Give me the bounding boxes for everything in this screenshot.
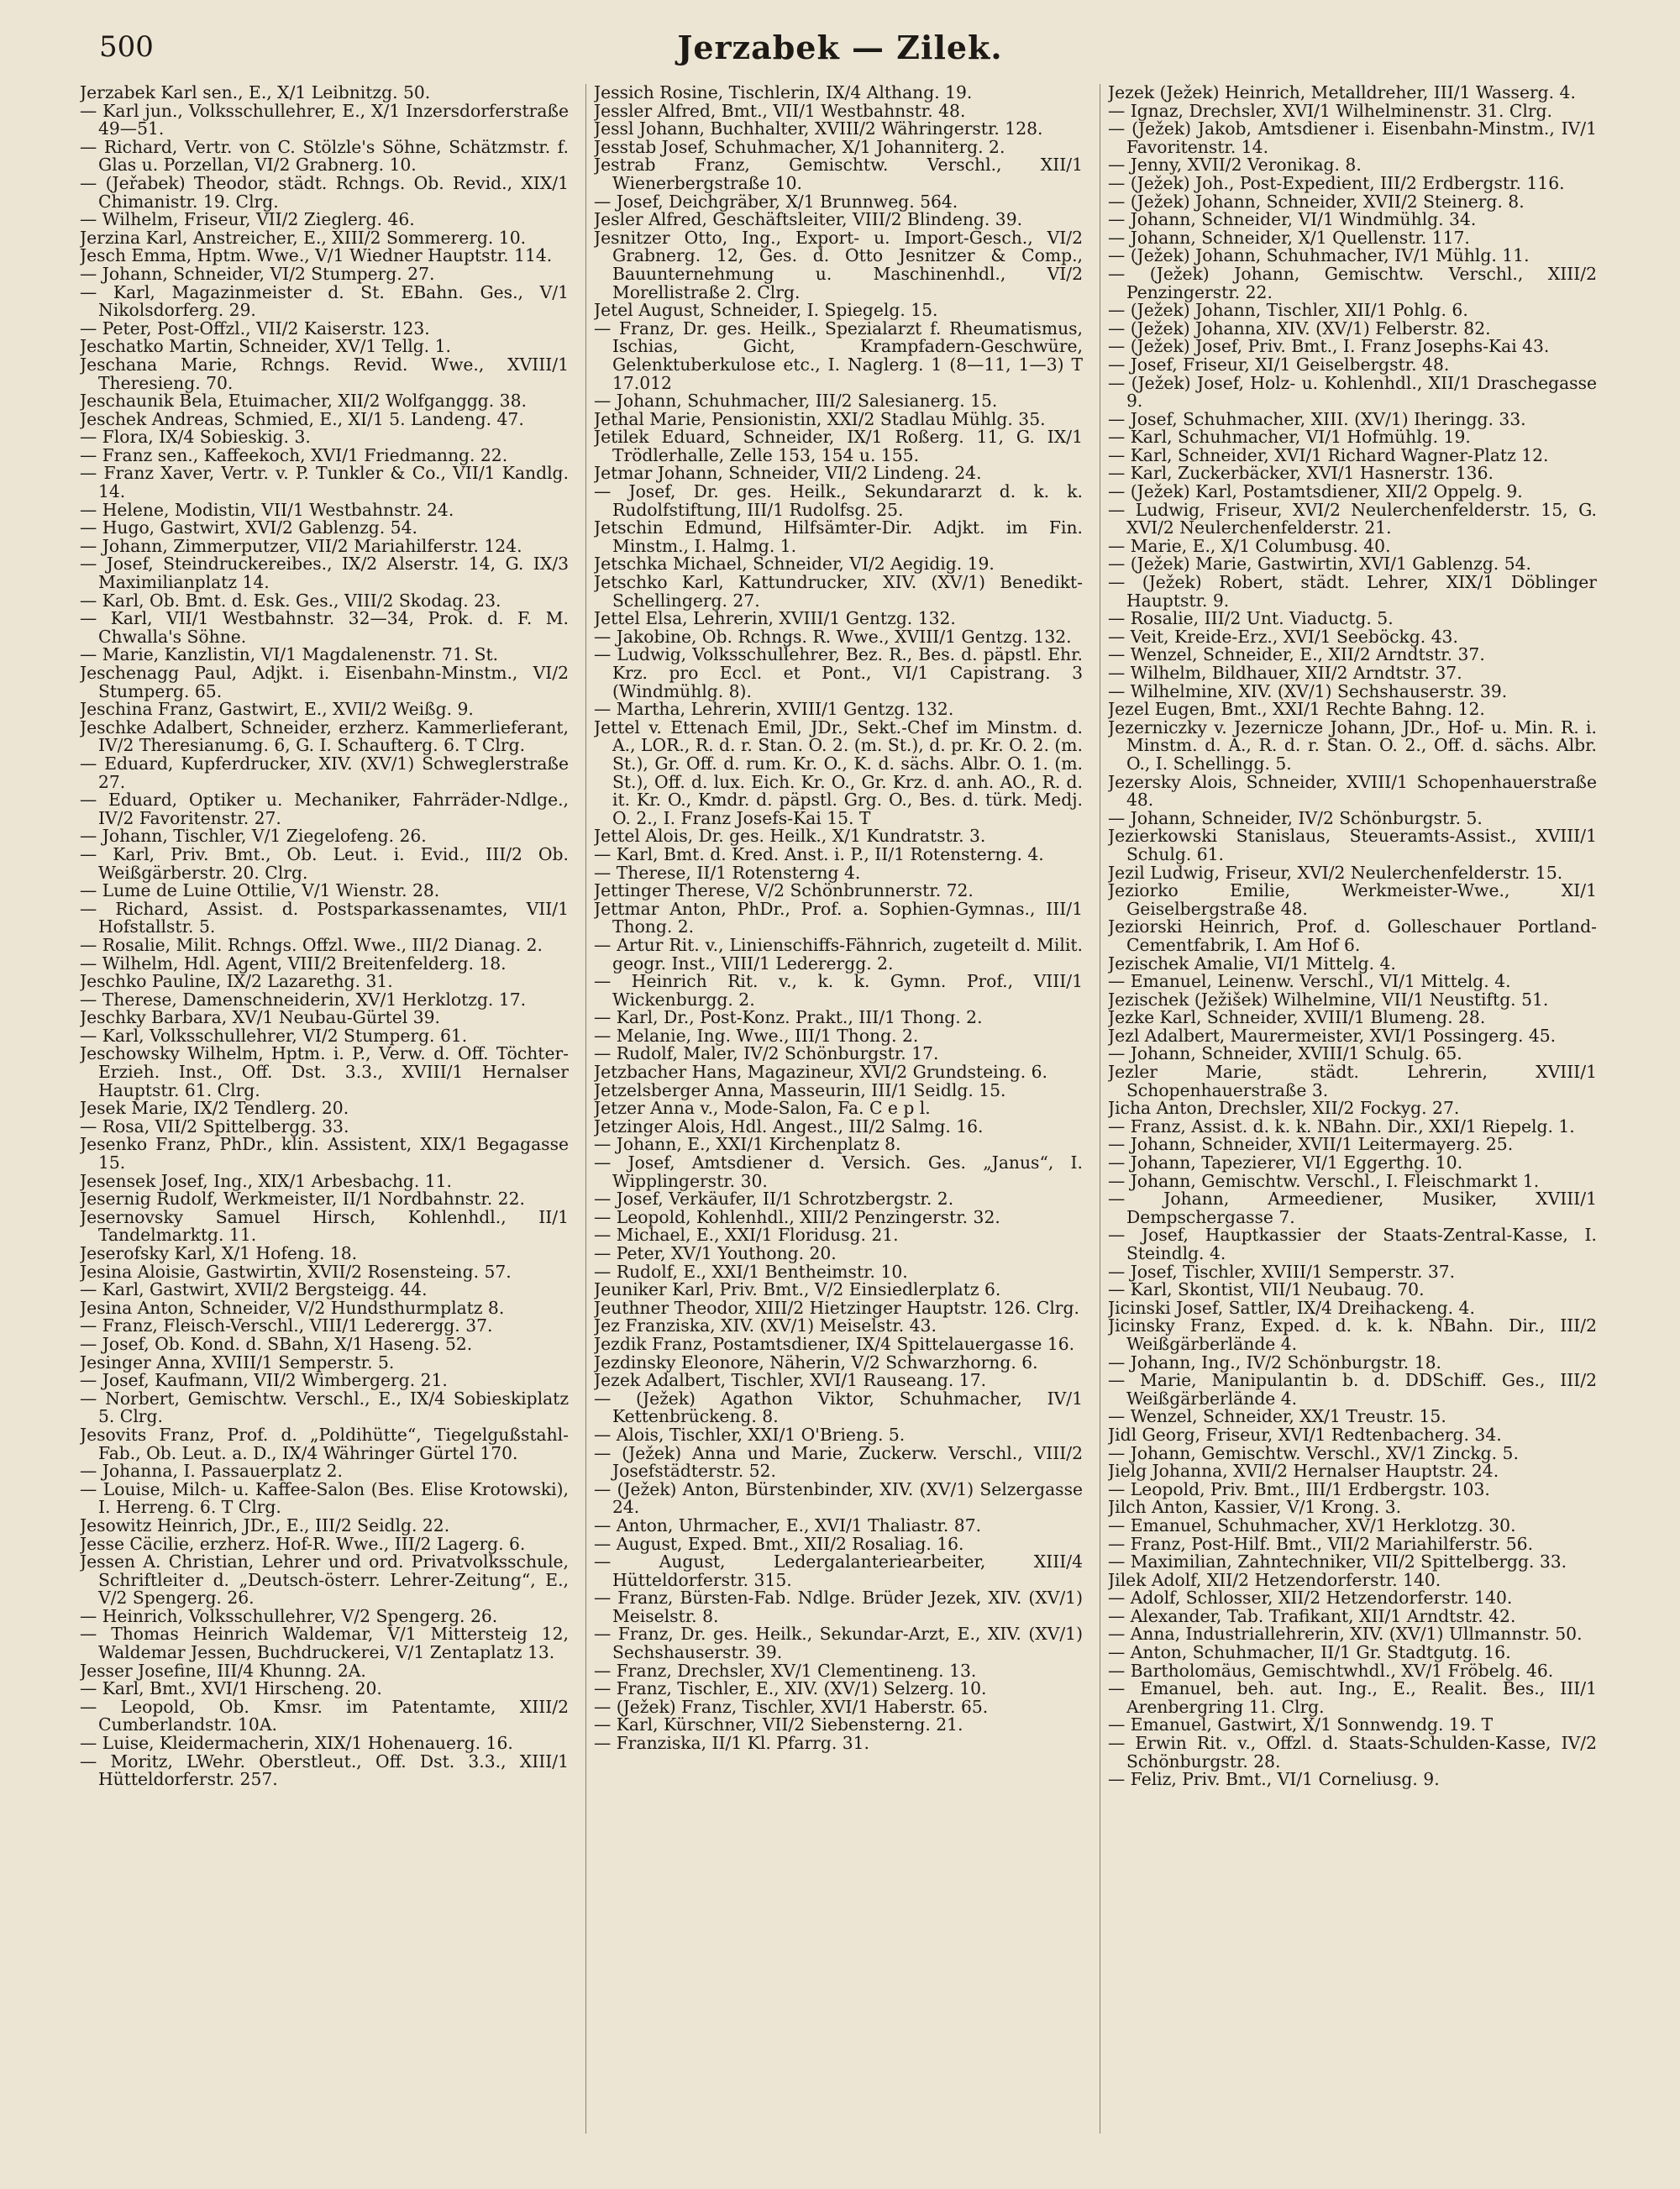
directory-entry: — (Ježek) Josef, Priv. Bmt., I. Franz Josephs-Kai 43.	[1108, 336, 1550, 357]
directory-entry: — (Ježek) Jakob, Amtsdiener i. Eisenbahn-Minstm., IV/1 Favoritenstr. 14.	[1108, 118, 1597, 157]
directory-entry: — Karl, Bmt., XVI/1 Hirscheng. 20.	[80, 1678, 382, 1699]
directory-entry: — Richard, Vertr. von C. Stölzle's Söhne, Schätzmstr. f. Glas u. Porzellan, VI/2 Grabnerg. 10.	[80, 136, 569, 176]
directory-entry: Jessen A. Christian, Lehrer und ord. Privatvolksschule, Schriftleiter d. „Deutsch-österr. Lehrer-Zeitung“, E., V/2 Spengerg. 26.	[80, 1551, 569, 1609]
directory-entry: Jesina Aloisie, Gastwirtin, XVII/2 Rosensteing. 57.	[80, 1261, 512, 1282]
directory-entry: — Karl, Magazinmeister d. St. EBahn. Ges., V/1 Nikolsdorferg. 29.	[80, 281, 569, 321]
directory-entry: Jeuthner Theodor, XIII/2 Hietzinger Hauptstr. 126. Clrg.	[594, 1297, 1079, 1318]
directory-entry: Jezierkowski Stanislaus, Steueramts-Assist., XVIII/1 Schulg. 61.	[1108, 826, 1597, 864]
directory-entry: Jeschek Andreas, Schmied, E., XI/1 5. Landeng. 47.	[80, 408, 524, 429]
directory-entry: Jezel Eugen, Bmt., XXI/1 Rechte Bahng. 12.	[1108, 699, 1485, 720]
directory-entry: — Josef, Tischler, XVIII/1 Semperstr. 37.	[1108, 1261, 1456, 1282]
directory-entry: Jesensek Josef, Ing., XIX/1 Arbesbachg. 11.	[80, 1170, 453, 1191]
directory-entry: Jetzinger Alois, Hdl. Angest., III/2 Salmg. 16.	[594, 1115, 984, 1136]
directory-entry: Jeschowsky Wilhelm, Hptm. i. P., Verw. d. Off. Töchter-Erzieh. Inst., Off. Dst. 3.3., XVIII/1 Hernalser Hauptstr. 61. Clrg.	[80, 1043, 569, 1100]
directory-entry: — Jakobine, Ob. Rchngs. R. Wwe., XVIII/1 Gentzg. 132.	[594, 626, 1072, 647]
directory-entry: — Josef, Schuhmacher, XIII. (XV/1) Iheringg. 33.	[1108, 408, 1526, 429]
directory-entry: — Johann, Schneider, XVII/1 Leitermayerg. 25.	[1108, 1134, 1514, 1155]
directory-entry: — Wenzel, Schneider, E., XII/2 Arndtstr. 37.	[1108, 644, 1485, 665]
directory-entry: — Wilhelm, Bildhauer, XII/2 Arndtstr. 37.	[1108, 663, 1462, 683]
directory-entry: — Johann, Armeediener, Musiker, XVIII/1 Dempschergasse 7.	[1108, 1189, 1597, 1227]
directory-entry: — Franz, Dr. ges. Heilk., Sekundar-Arzt, E., XIV. (XV/1) Sechshauserstr. 39.	[594, 1624, 1083, 1663]
directory-entry: — Karl, Gastwirt, XVII/2 Bergsteigg. 44.	[80, 1279, 428, 1300]
directory-entry: — Alexander, Tab. Trafikant, XII/1 Arndtstr. 42.	[1108, 1605, 1516, 1626]
directory-entry: — Rosalie, Milit. Rchngs. Offzl. Wwe., III/2 Dianag. 2.	[80, 934, 543, 955]
directory-entry: — Adolf, Schlosser, XII/2 Hetzendorferstr. 140.	[1108, 1588, 1513, 1609]
directory-entry: — (Ježek) Johann, Schneider, XVII/2 Steinerg. 8.	[1108, 191, 1525, 212]
directory-entry: — Helene, Modistin, VII/1 Westbahnstr. 24.	[80, 499, 454, 520]
directory-entry: — Karl, Schneider, XVI/1 Richard Wagner-Platz 12.	[1108, 444, 1549, 465]
directory-entry: Jettel v. Ettenach Emil, JDr., Sekt.-Chef im Minstm. d. A., LOR., R. d. r. Stan. O. 2. (m. St.), d. pr. Kr. O. 2. (m. St.), Gr. Off. d. rum. Kr. O., K. d. sächs. Albr. O. 1. (m. St.), Off. d. lux. Eich. Kr. O., Gr. Krz. d. anh. AO., R. d. it. Kr. O., Kmdr. d. päpstl. Grg. O., Bes. d. türk. Medj. O. 2., I. Franz Josefs-Kai 15. T	[594, 717, 1083, 828]
directory-entry: Jezischek (Ježišek) Wilhelmine, VII/1 Neustiftg. 51.	[1108, 989, 1549, 1010]
directory-entry: — Ludwig, Volksschullehrer, Bez. R., Bes. d. päpstl. Ehr. Krz. pro Eccl. et Pont., VI/1 Capistrang. 3 (Windmühlg. 8).	[594, 644, 1083, 701]
directory-entry: — Franz, Fleisch-Verschl., VIII/1 Lederergg. 37.	[80, 1315, 493, 1336]
directory-entry: — Johann, Gemischtw. Verschl., I. Fleischmarkt 1.	[1108, 1170, 1540, 1191]
directory-entry: — Johann, Schneider, X/1 Quellenstr. 117.	[1108, 227, 1470, 248]
directory-entry: — Johanna, I. Passauerplatz 2.	[80, 1461, 343, 1482]
directory-entry: — Richard, Assist. d. Postsparkassenamtes, VII/1 Hofstallstr. 5.	[80, 898, 569, 937]
directory-entry: Jeschaunik Bela, Etuimacher, XII/2 Wolfganggg. 38.	[80, 391, 527, 412]
directory-entry: — Rosa, VII/2 Spittelbergg. 33.	[80, 1115, 349, 1136]
directory-entry: Jesse Cäcilie, erzherz. Hof-R. Wwe., III/2 Lagerg. 6.	[80, 1533, 526, 1554]
directory-entry: Jesinger Anna, XVIII/1 Semperstr. 5.	[80, 1352, 395, 1373]
directory-entry: Jesovits Franz, Prof. d. „Poldihütte“, Tiegelgußstahl-Fab., Ob. Leut. a. D., IX/4 Währinger Gürtel 170.	[80, 1424, 569, 1463]
directory-entry: Jesernovsky Samuel Hirsch, Kohlenhdl., II/1 Tandelmarktg. 11.	[80, 1206, 569, 1246]
directory-entry: — Eduard, Optiker u. Mechaniker, Fahrräder-Ndlge., IV/2 Favoritenstr. 27.	[80, 790, 569, 828]
directory-entry: Jettmar Anton, PhDr., Prof. a. Sophien-Gymnas., III/1 Thong. 2.	[594, 898, 1083, 937]
directory-entry: — Peter, XV/1 Youthong. 20.	[594, 1243, 837, 1263]
directory-entry: Jezke Karl, Schneider, XVIII/1 Blumeng. 28.	[1108, 1007, 1486, 1028]
directory-entry: — Luise, Kleidermacherin, XIX/1 Hohenauerg. 16.	[80, 1733, 513, 1754]
directory-entry: — Karl, Volksschullehrer, VI/2 Stumperg. 61.	[80, 1025, 468, 1046]
directory-entry: — (Ježek) Josef, Holz- u. Kohlenhdl., XII/1 Draschegasse 9.	[1108, 372, 1597, 412]
directory-entry: — Karl, Dr., Post-Konz. Prakt., III/1 Thong. 2.	[594, 1007, 983, 1028]
directory-entry: Jetzer Anna v., Mode-Salon, Fa. C e p l.	[594, 1098, 931, 1119]
directory-entry: Jerzina Karl, Anstreicher, E., XIII/2 Sommererg. 10.	[80, 227, 527, 248]
directory-entry: Jilch Anton, Kassier, V/1 Krong. 3.	[1108, 1497, 1402, 1518]
directory-entry: Jicinski Josef, Sattler, IX/4 Dreihackeng. 4.	[1108, 1297, 1475, 1318]
directory-entry: — Heinrich Rit. v., k. k. Gymn. Prof., VIII/1 Wickenburgg. 2.	[594, 971, 1083, 1010]
directory-entry: Jeschina Franz, Gastwirt, E., XVII/2 Weißg. 9.	[80, 699, 474, 720]
directory-entry: Jessich Rosine, Tischlerin, IX/4 Althang. 19.	[594, 84, 973, 102]
directory-entry: Jilek Adolf, XII/2 Hetzendorferstr. 140.	[1108, 1569, 1441, 1590]
directory-entry: Jeschatko Martin, Schneider, XV/1 Tellg. 1.	[80, 336, 451, 357]
directory-entry: Jesch Emma, Hptm. Wwe., V/1 Wiedner Hauptstr. 114.	[80, 245, 553, 266]
directory-entry: — Karl, Schuhmacher, VI/1 Hofmühlg. 19.	[1108, 427, 1471, 448]
directory-entry: Jesenko Franz, PhDr., klin. Assistent, XIX/1 Begagasse 15.	[80, 1134, 569, 1173]
directory-entry: — Leopold, Ob. Kmsr. im Patentamte, XIII/2 Cumberlandstr. 10A.	[80, 1696, 569, 1735]
directory-entry: — Artur Rit. v., Linienschiffs-Fähnrich, zugeteilt d. Milit. geogr. Inst., VIII/1 Lederergg. 2.	[594, 934, 1083, 974]
directory-entry: Jesek Marie, IX/2 Tendlerg. 20.	[80, 1098, 349, 1119]
directory-entry: Jezdik Franz, Postamtsdiener, IX/4 Spittelauergasse 16.	[594, 1333, 1075, 1354]
directory-entry: — Rosalie, III/2 Unt. Viaductg. 5.	[1108, 608, 1394, 629]
directory-entry: Jetzbacher Hans, Magazineur, XVI/2 Grundsteing. 6.	[594, 1062, 1047, 1083]
directory-entry: Jeschana Marie, Rchngs. Revid. Wwe., XVIII/1 Theresieng. 70.	[80, 354, 569, 393]
directory-entry: — Flora, IX/4 Sobieskig. 3.	[80, 427, 311, 448]
directory-entry: — Josef, Verkäufer, II/1 Schrotzbergstr. 2.	[594, 1189, 954, 1210]
directory-column-1	[80, 84, 569, 2142]
directory-entry: — (Ježek) Johanna, XIV. (XV/1) Felberstr. 82.	[1108, 318, 1491, 339]
directory-entry: — Johann, Zimmerputzer, VII/2 Mariahilferstr. 124.	[80, 535, 522, 556]
directory-entry: — Marie, E., X/1 Columbusg. 40.	[1108, 535, 1391, 556]
directory-entry: Jezersky Alois, Schneider, XVIII/1 Schopenhauerstraße 48.	[1108, 771, 1597, 811]
directory-entry: — Johann, Schneider, VI/2 Stumperg. 27.	[80, 263, 435, 284]
directory-entry: Jezler Marie, städt. Lehrerin, XVIII/1 Schopenhauerstraße 3.	[1108, 1062, 1597, 1100]
directory-entry: Jesser Josefine, III/4 Khunng. 2A.	[80, 1660, 366, 1681]
directory-entry: — Eduard, Kupferdrucker, XIV. (XV/1) Schweglerstraße 27.	[80, 753, 569, 792]
directory-entry: — Josef, Steindruckereibes., IX/2 Alserstr. 14, G. IX/3 Maximilianplatz 14.	[80, 554, 569, 593]
directory-entry: — (Ježek) Marie, Gastwirtin, XVI/1 Gablenzg. 54.	[1108, 554, 1531, 575]
directory-entry: Jeschky Barbara, XV/1 Neubau-Gürtel 39.	[80, 1007, 440, 1028]
directory-entry: — Marie, Manipulantin b. d. DDSchiff. Ges., III/2 Weißgärberlände 4.	[1108, 1370, 1597, 1409]
directory-entry: Jetilek Eduard, Schneider, IX/1 Roßerg. 11, G. IX/1 Trödlerhalle, Zelle 153, 154 u. 155.	[594, 427, 1083, 465]
directory-entry: — Michael, E., XXI/1 Floridusg. 21.	[594, 1225, 899, 1246]
directory-entry: Jezl Adalbert, Maurermeister, XVI/1 Possingerg. 45.	[1108, 1025, 1557, 1046]
directory-entry: — (Ježek) Johann, Tischler, XII/1 Pohlg. 6.	[1108, 300, 1468, 321]
directory-entry: — Franz sen., Kaffeekoch, XVI/1 Friedmanng. 22.	[80, 444, 508, 465]
directory-entry: — Therese, Damenschneiderin, XV/1 Herklotzg. 17.	[80, 989, 527, 1010]
directory-entry: — Anton, Schuhmacher, II/1 Gr. Stadtgutg. 16.	[1108, 1642, 1511, 1663]
directory-entry: — Josef, Amtsdiener d. Versich. Ges. „Janus“, I. Wipplingerstr. 30.	[594, 1152, 1083, 1191]
directory-entry: Jezerniczky v. Jezernicze Johann, JDr., Hof- u. Min. R. i. Minstm. d. A., R. d. r. Stan. O. 2., Off. d. sächs. Albr. O., I. Schellingg. 5.	[1108, 717, 1597, 774]
directory-entry: Jetschin Edmund, Hilfsämter-Dir. Adjkt. im Fin. Minstm., I. Halmg. 1.	[594, 517, 1083, 556]
directory-entry: — Karl, Skontist, VII/1 Neubaug. 70.	[1108, 1279, 1425, 1300]
directory-entry: — (Ježek) Agathon Viktor, Schuhmacher, IV/1 Kettenbrückeng. 8.	[594, 1388, 1083, 1427]
directory-entry: Jetschka Michael, Schneider, VI/2 Aegidig. 19.	[594, 554, 995, 575]
directory-entry: — Johann, Schneider, IV/2 Schönburgstr. 5.	[1108, 807, 1483, 828]
directory-entry: — Josef, Friseur, XI/1 Geiselbergstr. 48.	[1108, 354, 1450, 375]
directory-entry: — Marie, Kanzlistin, VI/1 Magdalenenstr. 71. St.	[80, 644, 499, 665]
directory-entry: — Leopold, Kohlenhdl., XIII/2 Penzingerstr. 32.	[594, 1206, 1000, 1227]
directory-entry: — Maximilian, Zahntechniker, VII/2 Spittelbergg. 33.	[1108, 1551, 1567, 1572]
directory-entry: Jestrab Franz, Gemischtw. Verschl., XII/1 Wienerbergstraße 10.	[594, 155, 1083, 193]
directory-entry: — Karl, Bmt. d. Kred. Anst. i. P., II/1 Rotensterng. 4.	[594, 843, 1044, 864]
directory-entry: Jethal Marie, Pensionistin, XXI/2 Stadlau Mühlg. 35.	[594, 408, 1046, 429]
directory-entry: Jetel August, Schneider, I. Spiegelg. 15.	[594, 300, 938, 321]
directory-entry: — (Ježek) Johann, Schuhmacher, IV/1 Mühlg. 11.	[1108, 245, 1530, 266]
directory-entry: — Emanuel, Gastwirt, X/1 Sonnwendg. 19. T	[1108, 1714, 1494, 1735]
directory-entry: Jesstab Josef, Schuhmacher, X/1 Johanniterg. 2.	[594, 136, 1005, 157]
directory-entry: — Rudolf, E., XXI/1 Bentheimstr. 10.	[594, 1261, 908, 1282]
directory-entry: Jezischek Amalie, VI/1 Mittelg. 4.	[1108, 953, 1396, 974]
directory-entry: — Johann, Gemischtw. Verschl., XV/1 Zinckg. 5.	[1108, 1442, 1519, 1463]
directory-entry: — Franz, Post-Hilf. Bmt., VII/2 Mariahilferstr. 56.	[1108, 1533, 1534, 1554]
directory-entry: Jeuniker Karl, Priv. Bmt., V/2 Einsiedlerplatz 6.	[594, 1279, 1001, 1300]
directory-entry: — Bartholomäus, Gemischtwhdl., XV/1 Fröbelg. 46.	[1108, 1660, 1554, 1681]
directory-entry: — (Ježek) Joh., Post-Expedient, III/2 Erdbergstr. 116.	[1108, 172, 1565, 193]
directory-entry: — Johann, Schneider, XVIII/1 Schulg. 65.	[1108, 1043, 1462, 1064]
directory-entry: Jessler Alfred, Bmt., VII/1 Westbahnstr. 48.	[594, 100, 966, 121]
directory-entry: Jezdinsky Eleonore, Näherin, V/2 Schwarzhorng. 6.	[594, 1352, 1038, 1373]
directory-columns	[80, 84, 1617, 2142]
directory-entry: — Wilhelmine, XIV. (XV/1) Sechshauserstr. 39.	[1108, 680, 1508, 701]
directory-entry: — Karl, Kürschner, VII/2 Siebensterng. 21.	[594, 1714, 963, 1735]
directory-entry: Jeziorko Emilie, Werkmeister-Wwe., XI/1 Geiselbergstraße 48.	[1108, 880, 1597, 919]
directory-entry: — Norbert, Gemischtw. Verschl., E., IX/4 Sobieskiplatz 5. Clrg.	[80, 1388, 569, 1427]
directory-entry: — Franz, Drechsler, XV/1 Clementineng. 13.	[594, 1660, 977, 1681]
directory-entry: Jetmar Johann, Schneider, VII/2 Lindeng. 24.	[594, 463, 982, 484]
directory-column-2	[594, 84, 1083, 2142]
directory-entry: — Karl, Zuckerbäcker, XVI/1 Hasnerstr. 136.	[1108, 463, 1494, 484]
directory-entry: — Moritz, LWehr. Oberstleut., Off. Dst. 3.3., XIII/1 Hütteldorferstr. 257.	[80, 1751, 569, 1790]
directory-entry: — Josef, Ob. Kond. d. SBahn, X/1 Haseng. 52.	[80, 1333, 473, 1354]
directory-entry: Jezil Ludwig, Friseur, XVI/2 Neulerchenfelderstr. 15.	[1108, 862, 1563, 883]
directory-entry: — Franz, Assist. d. k. k. NBahn. Dir., XXI/1 Riepelg. 1.	[1108, 1115, 1575, 1136]
directory-entry: — Anton, Uhrmacher, E., XVI/1 Thaliastr. 87.	[594, 1514, 982, 1535]
directory-entry: — Emanuel, Schuhmacher, XV/1 Herklotzg. 30.	[1108, 1514, 1516, 1535]
directory-entry: — Anna, Industriallehrerin, XIV. (XV/1) Ullmannstr. 50.	[1108, 1624, 1583, 1645]
directory-entry: — Josef, Deichgräber, X/1 Brunnweg. 564.	[594, 191, 958, 212]
directory-entry: — Johann, E., XXI/1 Kirchenplatz 8.	[594, 1134, 901, 1155]
directory-entry: — Johann, Tischler, V/1 Ziegelofeng. 26.	[80, 826, 427, 847]
directory-entry: Jicinsky Franz, Exped. d. k. k. NBahn. Dir., III/2 Weißgärberlände 4.	[1108, 1315, 1597, 1354]
directory-entry: — Karl, VII/1 Westbahnstr. 32—34, Prok. d. F. M. Chwalla's Söhne.	[80, 608, 569, 647]
directory-entry: Jez Franziska, XIV. (XV/1) Meiselstr. 43.	[594, 1315, 937, 1336]
directory-entry: — August, Ledergalanteriearbeiter, XIII/4 Hütteldorferstr. 315.	[594, 1551, 1083, 1590]
directory-entry: — Franz, Tischler, E., XIV. (XV/1) Selzerg. 10.	[594, 1678, 987, 1699]
directory-entry: Jezek (Ježek) Heinrich, Metalldreher, III/1 Wasserg. 4.	[1108, 84, 1576, 102]
directory-entry: — Johann, Schneider, VI/1 Windmühlg. 34.	[1108, 209, 1477, 230]
directory-column-3	[1108, 84, 1597, 2142]
directory-entry: Jesina Anton, Schneider, V/2 Hundsthurmplatz 8.	[80, 1297, 505, 1318]
directory-entry: — Ludwig, Friseur, XVI/2 Neulerchenfelderstr. 15, G. XVI/2 Neulerchenfelderstr. 21.	[1108, 499, 1597, 538]
directory-entry: Jeschenagg Paul, Adjkt. i. Eisenbahn-Minstm., VI/2 Stumperg. 65.	[80, 663, 569, 701]
directory-entry: — Wilhelm, Friseur, VII/2 Zieglerg. 46.	[80, 209, 415, 230]
directory-entry: — (Ježek) Anton, Bürstenbinder, XIV. (XV/1) Selzergasse 24.	[594, 1478, 1083, 1518]
directory-entry: — Therese, II/1 Rotensterng 4.	[594, 862, 861, 883]
directory-entry: — Ignaz, Drechsler, XVI/1 Wilhelminenstr. 31. Clrg.	[1108, 100, 1552, 121]
directory-entry: — Josef, Hauptkassier der Staats-Zentral-Kasse, I. Steindlg. 4.	[1108, 1225, 1597, 1263]
directory-entry: — Karl jun., Volksschullehrer, E., X/1 Inzersdorferstraße 49—51.	[80, 100, 569, 139]
directory-entry: Jezek Adalbert, Tischler, XVI/1 Rauseang. 17.	[594, 1370, 987, 1391]
directory-entry: Jesnitzer Otto, Ing., Export- u. Import-Gesch., VI/2 Grabnerg. 12, Ges. d. Otto Jesnitzer & Comp., Bauunternehmung u. Maschinenhdl., VI/2 Morellistraße 2. Clrg.	[594, 227, 1083, 302]
page-header	[0, 25, 1680, 76]
directory-entry: Jetschko Karl, Kattundrucker, XIV. (XV/1) Benedikt-Schellingerg. 27.	[594, 572, 1083, 611]
directory-entry: — Johann, Ing., IV/2 Schönburgstr. 18.	[1108, 1352, 1441, 1373]
directory-entry: — Erwin Rit. v., Offzl. d. Staats-Schulden-Kasse, IV/2 Schönburgstr. 28.	[1108, 1733, 1597, 1772]
directory-entry: — Feliz, Priv. Bmt., VI/1 Corneliusg. 9.	[1108, 1769, 1440, 1790]
directory-entry: — Johann, Tapezierer, VI/1 Eggerthg. 10.	[1108, 1152, 1463, 1173]
directory-entry: — Peter, Post-Offzl., VII/2 Kaiserstr. 123.	[80, 318, 430, 339]
directory-entry: — Karl, Ob. Bmt. d. Esk. Ges., VIII/2 Skodag. 23.	[80, 590, 501, 611]
directory-entry: — Franziska, II/1 Kl. Pfarrg. 31.	[594, 1733, 870, 1754]
directory-entry: — (Ježek) Anna und Marie, Zuckerw. Verschl., VIII/2 Josefstädterstr. 52.	[594, 1442, 1083, 1482]
directory-entry: Jesernig Rudolf, Werkmeister, II/1 Nordbahnstr. 22.	[80, 1189, 525, 1210]
directory-entry: Jeziorski Heinrich, Prof. d. Golleschauer Portland-Cementfabrik, I. Am Hof 6.	[1108, 916, 1597, 955]
directory-entry: — Leopold, Priv. Bmt., III/1 Erdbergstr. 103.	[1108, 1478, 1490, 1499]
directory-entry: Jetzelsberger Anna, Masseurin, III/1 Seidlg. 15.	[594, 1079, 1006, 1100]
directory-entry: Jeschko Pauline, IX/2 Lazarethg. 31.	[80, 971, 393, 992]
directory-entry: — Alois, Tischler, XXI/1 O'Brieng. 5.	[594, 1424, 906, 1445]
directory-entry: — August, Exped. Bmt., XII/2 Rosaliag. 16.	[594, 1533, 964, 1554]
directory-entry: — Wenzel, Schneider, XX/1 Treustr. 15.	[1108, 1406, 1446, 1427]
directory-entry: — Johann, Schuhmacher, III/2 Salesianerg. 15.	[594, 391, 998, 412]
directory-entry: — Karl, Priv. Bmt., Ob. Leut. i. Evid., III/2 Ob. Weißgärberstr. 20. Clrg.	[80, 843, 569, 883]
directory-entry: Jettel Elsa, Lehrerin, XVIII/1 Gentzg. 132.	[594, 608, 956, 629]
directory-entry: — Franz, Dr. ges. Heilk., Spezialarzt f. Rheumatismus, Ischias, Gicht, Krampfadern-Geschwüre, Gelenktuberkulose etc., I. Naglerg. 1 (8—11, 1—3) T 17.012	[594, 318, 1083, 393]
directory-entry: Jettinger Therese, V/2 Schönbrunnerstr. 72.	[594, 880, 974, 901]
directory-entry: — Franz Xaver, Vertr. v. P. Tunkler & Co., VII/1 Kandlg. 14.	[80, 463, 569, 502]
directory-entry: — Franz, Bürsten-Fab. Ndlge. Brüder Jezek, XIV. (XV/1) Meiselstr. 8.	[594, 1588, 1083, 1626]
directory-entry: Jielg Johanna, XVII/2 Hernalser Hauptstr. 24.	[1108, 1461, 1499, 1482]
directory-entry: Jicha Anton, Drechsler, XII/2 Fockyg. 27.	[1108, 1098, 1460, 1119]
directory-entry: Jerzabek Karl sen., E., X/1 Leibnitzg. 50.	[80, 84, 431, 102]
directory-entry: — Lume de Luine Ottilie, V/1 Wienstr. 28.	[80, 880, 440, 901]
directory-entry: — Veit, Kreide-Erz., XVI/1 Seeböckg. 43.	[1108, 626, 1458, 647]
directory-entry: — Emanuel, beh. aut. Ing., E., Realit. Bes., III/1 Arenbergring 11. Clrg.	[1108, 1678, 1597, 1717]
directory-entry: — Thomas Heinrich Waldemar, V/1 Mittersteig 12, Waldemar Jessen, Buchdruckerei, V/1 Zentaplatz 13.	[80, 1624, 569, 1663]
directory-entry: — (Jeřabek) Theodor, städt. Rchngs. Ob. Revid., XIX/1 Chimanistr. 19. Clrg.	[80, 172, 569, 212]
directory-entry: Jidl Georg, Friseur, XVI/1 Redtenbacherg. 34.	[1108, 1424, 1502, 1445]
page-number: 500	[99, 30, 154, 64]
directory-entry: Jettel Alois, Dr. ges. Heilk., X/1 Kundratstr. 3.	[594, 826, 986, 847]
directory-entry: — (Ježek) Robert, städt. Lehrer, XIX/1 Döblinger Hauptstr. 9.	[1108, 572, 1597, 611]
directory-entry: — Martha, Lehrerin, XVIII/1 Gentzg. 132.	[594, 699, 954, 720]
running-head: Jerzabek — Zilek.	[677, 29, 1003, 66]
directory-entry: — Wilhelm, Hdl. Agent, VIII/2 Breitenfelderg. 18.	[80, 953, 507, 974]
directory-entry: — Josef, Kaufmann, VII/2 Wimbergerg. 21.	[80, 1370, 448, 1391]
directory-entry: Jeschke Adalbert, Schneider, erzherz. Kammerlieferant, IV/2 Theresianumg. 6, G. I. Schaufterg. 6. T Clrg.	[80, 717, 569, 756]
directory-entry: — (Ježek) Franz, Tischler, XVI/1 Haberstr. 65.	[594, 1696, 989, 1717]
directory-entry: Jesler Alfred, Geschäftsleiter, VIII/2 Blindeng. 39.	[594, 209, 1023, 230]
directory-entry: — Jenny, XVII/2 Veronikag. 8.	[1108, 155, 1362, 176]
directory-entry: — (Ježek) Johann, Gemischtw. Verschl., XIII/2 Penzingerstr. 22.	[1108, 263, 1597, 302]
directory-entry: — Emanuel, Leinenw. Verschl., VI/1 Mittelg. 4.	[1108, 971, 1511, 992]
directory-entry: — Louise, Milch- u. Kaffee-Salon (Bes. Elise Krotowski), I. Herreng. 6. T Clrg.	[80, 1478, 569, 1518]
directory-entry: Jesowitz Heinrich, JDr., E., III/2 Seidlg. 22.	[80, 1514, 450, 1535]
directory-entry: — Heinrich, Volksschullehrer, V/2 Spengerg. 26.	[80, 1605, 498, 1626]
directory-entry: — Josef, Dr. ges. Heilk., Sekundararzt d. k. k. Rudolfstiftung, III/1 Rudolfsg. 25.	[594, 481, 1083, 520]
directory-entry: — Rudolf, Maler, IV/2 Schönburgstr. 17.	[594, 1043, 939, 1064]
directory-entry: — (Ježek) Karl, Postamtsdiener, XII/2 Oppelg. 9.	[1108, 481, 1523, 502]
directory-entry: Jessl Johann, Buchhalter, XVIII/2 Währingerstr. 128.	[594, 118, 1043, 139]
directory-entry: Jeserofsky Karl, X/1 Hofeng. 18.	[80, 1243, 358, 1263]
directory-entry: — Melanie, Ing. Wwe., III/1 Thong. 2.	[594, 1025, 919, 1046]
directory-entry: — Hugo, Gastwirt, XVI/2 Gablenzg. 54.	[80, 517, 417, 538]
